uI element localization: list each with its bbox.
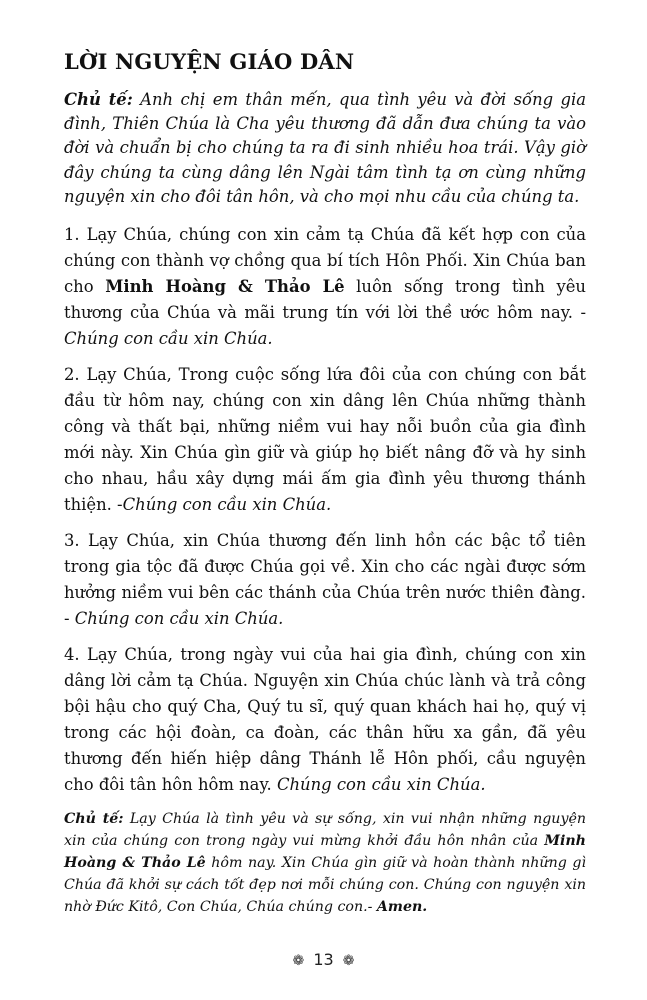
petition-1-response: Chúng con cầu xin Chúa. — [64, 329, 273, 349]
couple-names: Minh Hoàng & Thảo Lê — [105, 277, 345, 297]
celebrant-label: Chủ tế: — [64, 90, 133, 109]
petition-2-response: Chúng con cầu xin Chúa. — [122, 495, 332, 515]
page-footer — [0, 950, 647, 971]
petition-3-text: 3. Lạy Chúa, xin Chúa thương đến linh hồn các bậc tổ tiên trong gia tộc đã được Chúa gọi về. Xin cho các ngài được sớm hưởng niềm vui bên các thánh của Chúa trên nước thiên đàng. - — [64, 531, 586, 629]
page-title: LỜI NGUYỆN GIÁO DÂN — [64, 49, 355, 74]
petition-3-response: Chúng con cầu xin Chúa. — [74, 609, 284, 629]
petition-4-text: 4. Lạy Chúa, trong ngày vui của hai gia đình, chúng con xin dâng lời cảm tạ Chúa. Nguyện xin Chúa chúc lành và trả công bội hậu cho quý Cha, Quý tu sĩ, quý quan khách hai họ, quý vị trong các hội đoàn, ca đoàn, các thân hữu xa gần, đã yêu thương đến hiến hiệp dâng Thánh lễ Hôn phối, cầu nguyện cho đôi tân hôn hôm nay. — [64, 645, 586, 795]
petition-1 — [64, 222, 586, 352]
petition-2-text: 2. Lạy Chúa, Trong cuộc sống lứa đôi của con chúng con bắt đầu từ hôm nay, chúng con xin dâng lên Chúa những thành công và thất bại, những niềm vui hay nỗi buồn của gia đình mới này. Xin Chúa gìn giữ và giúp họ biết nâng đỡ và hy sinh cho nhau, hầu xây dựng mái ấm gia đình yêu thương thánh thiện. - — [64, 365, 586, 515]
flower-ornament-icon-right: ❁ — [342, 953, 355, 969]
prayer-page — [64, 48, 586, 918]
petition-1-text-b: luôn sống trong tình yêu thương của Chúa và mãi trung tín với lời thề ước hôm nay. - — [64, 277, 586, 323]
conclusion-text-b: hôm nay. Xin Chúa gìn giữ và hoàn thành những gì Chúa đã khởi sự cách tốt đẹp nơi mỗi chúng con. Chúng con nguyện xin nhờ Đức Kitô, Con Chúa, Chúa chúng con.- — [64, 855, 586, 916]
petition-4 — [64, 642, 586, 798]
introduction-text: Anh chị em thân mến, qua tình yêu và đời sống gia đình, Thiên Chúa là Cha yêu thương đã dẫn đưa chúng ta vào đời và chuẩn bị cho chúng ta ra đi sinh nhiều hoa trái. Vậy giờ đây chúng ta cùng dâng lên Ngài tâm tình tạ ơn cùng những nguyện xin cho đôi tân hôn, và cho mọi nhu cầu của chúng ta. — [64, 90, 586, 206]
celebrant-label-closing: Chủ tế: — [64, 811, 124, 828]
celebrant-conclusion — [64, 808, 586, 918]
page-number: 13 — [313, 950, 334, 969]
petition-1-text-a: 1. Lạy Chúa, chúng con xin cảm tạ Chúa đã kết hợp con của chúng con thành vợ chồng qua bí tích Hôn Phối. Xin Chúa ban cho — [64, 225, 586, 297]
celebrant-introduction — [64, 88, 586, 209]
couple-names-closing: Minh Hoàng & Thảo Lê — [64, 833, 586, 872]
petition-4-response: Chúng con cầu xin Chúa. — [276, 775, 486, 795]
petition-2 — [64, 362, 586, 518]
amen-text: Amen. — [376, 899, 428, 916]
petition-3 — [64, 528, 586, 632]
flower-ornament-icon: ❁ — [292, 953, 305, 969]
conclusion-text-a: Lạy Chúa là tình yêu và sự sống, xin vui nhận những nguyện xin của chúng con trong ngày vui mừng khởi đầu hôn nhân của — [64, 811, 586, 850]
